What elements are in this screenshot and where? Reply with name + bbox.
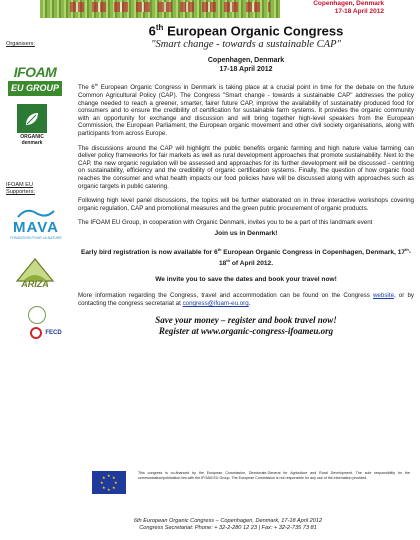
- mava-wave-icon: [16, 207, 56, 219]
- ifoam-logo-word: IFOAM: [8, 64, 62, 81]
- join-heading: Join us in Denmark!: [214, 229, 278, 237]
- banner-location: Copenhagen, Denmark: [313, 0, 384, 7]
- event-place-date: [78, 56, 414, 74]
- footer-contact-line: Congress Secretariat: Phone: + 32-2-280 12 23 | Fax: + 32-2-735 73 81: [139, 525, 317, 531]
- main-content: [78, 18, 414, 337]
- early-bird-notice: Early bird registration is now available for 6th European Organic Congress in Copenhagen, Denmark, 17th-18th of April 2012.: [80, 246, 412, 268]
- banner-location-date: [313, 0, 384, 16]
- organic-denmark-caption: ORGANIC denmark: [20, 134, 44, 146]
- banner-date: 17-18 April 2012: [334, 8, 384, 15]
- organic-denmark-logo: [17, 104, 47, 146]
- mava-logo-word: MAVA: [13, 218, 59, 236]
- save-dates-notice: We invite you to save the dates and book your travel now!: [155, 276, 337, 284]
- fecd-ring-icon: [30, 327, 42, 339]
- ariza-logo: [12, 250, 58, 296]
- organisers-label: Organisers:: [6, 41, 35, 47]
- mava-logo-sub: FONDATION POUR LA NATURE: [10, 235, 62, 240]
- page-footer: [78, 518, 378, 532]
- fecd-logo-word: FECD: [45, 330, 62, 336]
- workshops-paragraph: Following high level panel discussions, the topics will be further elaborated on in three interactive workshops covering organic regulation, CAP and promotional measures and the green public procurement of organic products.: [78, 197, 414, 212]
- more-info-paragraph: More information regarding the Congress, travel and accommodation can be found on the Congress website, or by contacting the congress secretariat at congress@ifoam-eu.org.: [78, 292, 414, 307]
- ariza-logo-word: ARIZA: [21, 279, 49, 289]
- fecd-logo: [26, 325, 66, 341]
- footer-event-line: 6th European Organic Congress – Copenhagen, Denmark, 17-18 April 2012: [133, 518, 323, 524]
- invitation-paragraph: The IFOAM EU Group, in cooperation with Organic Denmark, invites you to be a part of this landmark event: [78, 219, 373, 227]
- eu-disclaimer-text: This congress is co-financed by the European Commission, Directorate-General for Agriculture and Rural Development. The sole responsibility for the communication/publication lies with the IFOAM EU Group. The European Commission is not responsible for any use of the information provided.: [138, 471, 410, 480]
- intro-paragraph: The 6th European Organic Congress in Denmark is taking place at a crucial point in time for the debate on the future Common Agricultural Policy (CAP). The Congress "Smart change - towards a sustainable CAP" addresses the policy change needed to reach a greener, smarter, fairer future CAP, improve the availability of sustainably produced food for consumers and to ensure the credibility of certification for sustainable farm systems. It provides the organic community with an opportunity for exchange and discussion and will bring together high-level speakers from the European Commission, the European Parliament, the European organic movement and other civil society organisations, along with participants from across Europe.: [78, 82, 414, 137]
- ifoam-eu-group-logo: [8, 62, 62, 98]
- page-subtitle: "Smart change - towards a sustainable CAP": [151, 39, 341, 51]
- event-date: 17-18 April 2012: [219, 66, 273, 74]
- mava-logo: [8, 203, 64, 243]
- top-banner: [0, 0, 420, 18]
- page-title: 6th European Organic Congress: [148, 23, 344, 39]
- banner-danish-flags: [70, 2, 270, 12]
- save-money-slogan: Save your money – register and book travel now!: [155, 315, 337, 326]
- seal-logo-icon: [28, 306, 46, 324]
- event-place: Copenhagen, Denmark: [207, 57, 285, 65]
- ifoam-logo-eu-group: EU GROUP: [8, 81, 62, 96]
- eu-flag-icon: ★ ★ ★ ★ ★ ★ ★ ★: [92, 471, 126, 494]
- secretariat-email-link[interactable]: congress@ifoam-eu.org: [182, 299, 249, 307]
- register-url-slogan: Register at www.organic-congress-ifoameu.org: [158, 326, 334, 337]
- supporters-label: IFOAM EU Supporters:: [6, 182, 35, 195]
- congress-website-link[interactable]: website: [372, 292, 394, 300]
- eu-disclaimer-row: [92, 471, 412, 501]
- discussion-paragraph: The discussions around the CAP will highlight the public benefits organic farming and high nature value farming can deliver policy frameworks for fair markets as well as rural development approaches that promote sustainability. Next to the CAP, the new organic regulation will be assessed and approaches for its further development will be discussed - centring on sustainability, efficiency and the credibility of organic certification systems. Finally, the question of how organic food reaches the consumer and what health impacts our food policies have will be discussed along with approaches such as organic targets in public catering.: [78, 144, 414, 190]
- organic-denmark-leaf-icon: [17, 104, 47, 133]
